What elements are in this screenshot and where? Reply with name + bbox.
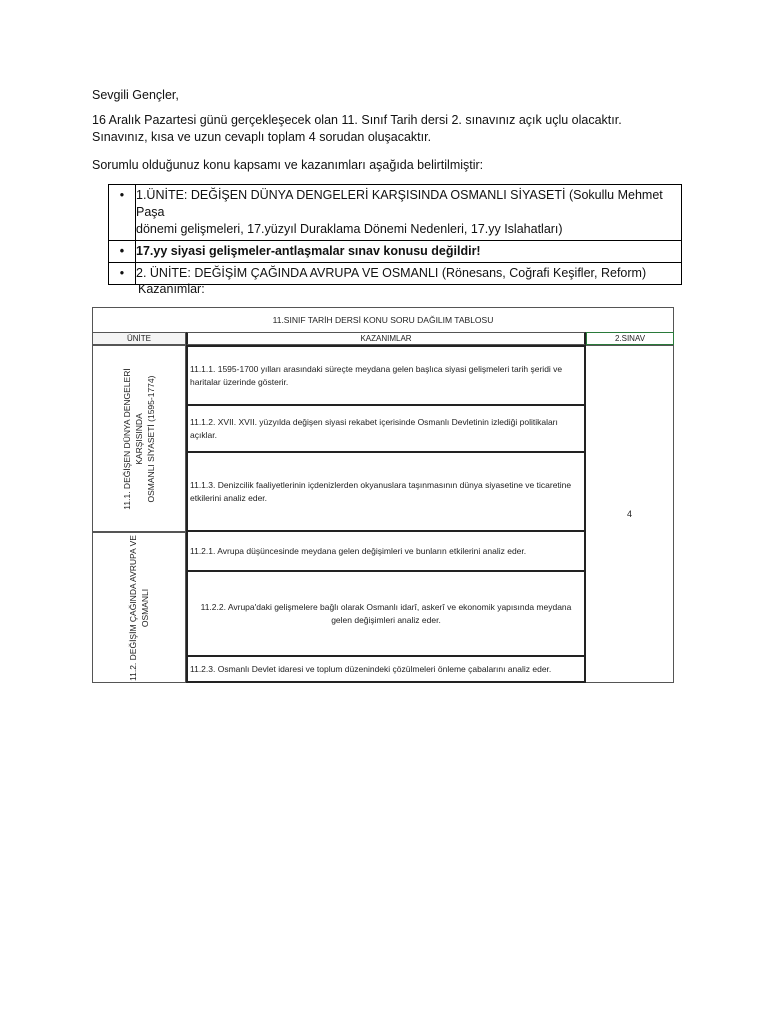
distribution-table	[92, 307, 674, 683]
bullet-icon: •	[109, 185, 136, 241]
unit-label-line: OSMANLI	[140, 588, 150, 627]
table-title: 11.SINIF TARİH DERSİ KONU SORU DAĞILIM TABLOSU	[92, 307, 674, 332]
kazanim-cell	[186, 572, 586, 657]
scope-sentence: Sorumlu olduğunuz konu kapsamı ve kazanımları aşağıda belirtilmiştir:	[92, 158, 484, 172]
kazanim-text: 11.1.3. Denizcilik faaliyetlerinin içdenizlerden okyanuslara taşınmasının dünya siyasetine ve ticaretine etkilerini analiz eder.	[190, 479, 572, 503]
intro-line-2: Sınavınız, kısa ve uzun cevaplı toplam 4 sorudan oluşacaktır.	[92, 130, 432, 144]
kazanim-cell	[186, 345, 586, 406]
kazanim-cell	[186, 657, 586, 683]
unit-label-line: OSMANLI SİYASETİ (1595-1774)	[146, 375, 156, 502]
kazanim-text: 11.2.3. Osmanlı Devlet idaresi ve toplum düzenindeki çözülmeleri önleme çabalarını analiz eder.	[190, 663, 552, 674]
kazanim-cell	[186, 453, 586, 532]
intro-paragraph	[92, 112, 622, 146]
unit-item-text: 17.yy siyasi gelişmeler-antlaşmalar sınav konusu değildir!	[136, 241, 682, 263]
unit-item-text: 2. ÜNİTE: DEĞİŞİM ÇAĞINDA AVRUPA VE OSMANLI (Rönesans, Coğrafi Keşifler, Reform)	[136, 263, 682, 285]
unit-cell-1	[92, 345, 186, 532]
kazanim-text: 11.1.2. XVII. XVII. yüzyılda değişen siyasi rekabet içerisinde Osmanlı Devletinin izlediği politikaları açıklar.	[190, 416, 558, 440]
header-unit: ÜNİTE	[92, 332, 186, 345]
unit-label-line: 11.2. DEĞİŞİM ÇAĞINDA AVRUPA VE	[128, 534, 138, 681]
unit-cell-label	[121, 346, 157, 531]
header-kazanim: KAZANIMLAR	[186, 332, 586, 345]
unit-cell-label	[127, 533, 151, 683]
unit-item-text	[136, 185, 682, 241]
unit-item-line: 1.ÜNİTE: DEĞİŞEN DÜNYA DENGELERİ KARŞISINDA OSMANLI SİYASETİ (Sokullu Mehmet Paşa	[136, 188, 663, 219]
unit-label-line: 11.1. DEĞİŞEN DÜNYA DENGELERİ KARŞISINDA	[122, 367, 144, 510]
unit-item-1	[109, 185, 682, 241]
unit-item-2	[109, 241, 682, 263]
unit-item-line: dönemi gelişmeleri, 17.yüzyıl Duraklama Dönemi Nedenleri, 17.yy Islahatları)	[136, 222, 563, 236]
greeting: Sevgili Gençler,	[92, 88, 179, 102]
unit-cell-2	[92, 532, 186, 683]
bullet-icon: •	[109, 263, 136, 285]
kazanim-cell	[186, 406, 586, 453]
bullet-icon: •	[109, 241, 136, 263]
units-list	[108, 184, 682, 285]
intro-line-1: 16 Aralık Pazartesi günü gerçekleşecek olan 11. Sınıf Tarih dersi 2. sınavınız açık uçlu olacaktır.	[92, 113, 622, 127]
kazanimlar-title: Kazanımlar:	[138, 282, 205, 296]
kazanim-text: 11.2.2. Avrupa'daki gelişmelere bağlı olarak Osmanlı idarî, askerî ve ekonomik yapısında meydana gelen değişimleri analiz eder.	[200, 601, 572, 625]
kazanim-text: 11.2.1. Avrupa düşüncesinde meydana gelen değişimleri ve bunların etkilerini analiz eder.	[190, 545, 527, 556]
header-sinav: 2.SINAV	[586, 332, 674, 345]
kazanim-cell	[186, 532, 586, 572]
sinav-count: 4	[586, 345, 674, 683]
kazanim-text: 11.1.1. 1595-1700 yılları arasındaki süreçte meydana gelen başlıca siyasi gelişmeleri tarih şeridi ve haritalar üzerinde gösterir.	[190, 363, 563, 387]
